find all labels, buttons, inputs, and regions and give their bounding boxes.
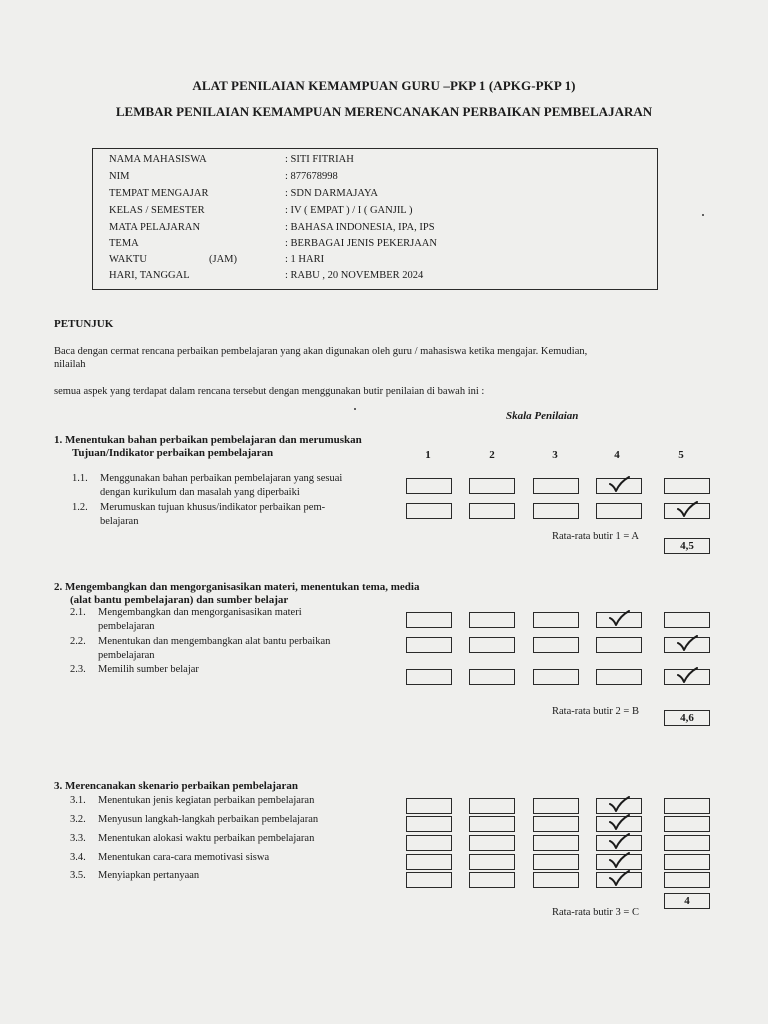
score-box-4[interactable] [596,503,642,519]
score-box-5[interactable] [664,835,710,851]
instructions-line: nilailah [54,359,86,370]
score-box-5[interactable] [664,872,710,888]
criterion-number: 3.1. [70,795,86,806]
criterion-number: 2.2. [70,636,86,647]
criterion-text: Menentukan jenis kegiatan perbaikan pembelajaran [98,795,315,806]
score-box-5[interactable] [664,816,710,832]
scale-column-2: 2 [489,449,495,461]
score-box-2[interactable] [469,816,515,832]
identity-label: HARI, TANGGAL [109,270,190,281]
criterion-number: 2.1. [70,607,86,618]
score-box-2[interactable] [469,503,515,519]
identity-label: TEMPAT MENGAJAR [109,188,209,199]
score-box-1[interactable] [406,478,452,494]
score-box-2[interactable] [469,854,515,870]
criterion-number: 3.5. [70,870,86,881]
score-box-3[interactable] [533,612,579,628]
check-mark-icon [676,667,698,685]
score-box-1[interactable] [406,816,452,832]
score-box-2[interactable] [469,835,515,851]
score-box-5[interactable] [664,637,710,653]
identity-value: : 1 HARI [285,254,325,265]
scale-column-4: 4 [614,449,620,461]
score-box-5[interactable] [664,854,710,870]
score-box-3[interactable] [533,835,579,851]
criterion-number: 3.4. [70,852,86,863]
score-box-2[interactable] [469,798,515,814]
score-box-2[interactable] [469,637,515,653]
identity-label: NAMA MAHASISWA [109,154,207,165]
criterion-text: Mengembangkan dan mengorganisasikan materi pembelajaran [98,607,302,632]
identity-row [109,205,649,222]
identity-value: : BERBAGAI JENIS PEKERJAAN [285,238,437,249]
score-box-3[interactable] [533,637,579,653]
identity-box [92,148,658,290]
score-box-5[interactable] [664,612,710,628]
score-box-2[interactable] [469,478,515,494]
score-box-3[interactable] [533,478,579,494]
criterion-text: Memilih sumber belajar [98,664,199,675]
score-box-3[interactable] [533,669,579,685]
criterion-item [70,635,410,665]
score-box-1[interactable] [406,835,452,851]
score-box-4[interactable] [596,478,642,494]
scan-speck [354,408,356,410]
identity-value: : IV ( EMPAT ) / I ( GANJIL ) [285,205,413,216]
section-title: 3. Merencanakan skenario perbaikan pembelajaran [54,780,298,792]
score-box-2[interactable] [469,612,515,628]
criterion-item [72,472,412,502]
identity-label: MATA PELAJARAN [109,222,201,233]
criterion-item [70,606,410,636]
criterion-item [70,794,410,810]
score-box-4[interactable] [596,816,642,832]
identity-value: : RABU , 20 NOVEMBER 2024 [285,270,424,281]
check-mark-icon [608,796,630,814]
score-box-1[interactable] [406,669,452,685]
check-mark-icon [676,635,698,653]
criterion-text: Menentukan dan mengembangkan alat bantu perbaikan pembelajaran [98,636,331,661]
criterion-item [72,501,412,531]
identity-value: : SDN DARMAJAYA [285,188,378,199]
criterion-item [70,832,410,848]
criterion-number: 1.1. [72,473,88,484]
score-box-1[interactable] [406,854,452,870]
score-box-1[interactable] [406,612,452,628]
identity-sublabel: (JAM) [209,254,237,265]
identity-row [109,238,649,255]
criterion-text: Merumuskan tujuan khusus/indikator perbaikan pem- belajaran [100,502,326,527]
identity-row [109,171,649,188]
score-box-3[interactable] [533,872,579,888]
scale-column-5: 5 [678,449,684,461]
score-box-1[interactable] [406,872,452,888]
average-value-box: 4,6 [664,710,710,726]
average-label: Rata-rata butir 2 = B [552,706,639,717]
identity-value: : SITI FITRIAH [285,154,354,165]
score-box-1[interactable] [406,637,452,653]
identity-label: WAKTU [109,254,147,265]
score-box-4[interactable] [596,854,642,870]
criterion-text: Menentukan cara-cara memotivasi siswa [98,852,270,863]
score-box-4[interactable] [596,798,642,814]
criterion-number: 2.3. [70,664,86,675]
average-value-box: 4 [664,893,710,909]
score-box-3[interactable] [533,798,579,814]
criterion-item [70,813,410,829]
criterion-text: Menentukan alokasi waktu perbaikan pembelajaran [98,833,315,844]
section-title: Tujuan/Indikator perbaikan pembelajaran [72,447,274,459]
scale-column-1: 1 [425,449,431,461]
criterion-text: Menyusun langkah-langkah perbaikan pembelajaran [98,814,319,825]
score-box-1[interactable] [406,503,452,519]
section-title: 2. Mengembangkan dan mengorganisasikan materi, menentukan tema, media [54,581,420,593]
score-box-4[interactable] [596,612,642,628]
criterion-number: 3.2. [70,814,86,825]
score-box-3[interactable] [533,816,579,832]
identity-value: : 877678998 [285,171,338,182]
criterion-text: Menyiapkan pertanyaan [98,870,200,881]
identity-row [109,222,649,239]
criterion-item [70,851,410,867]
average-label: Rata-rata butir 1 = A [552,531,639,542]
scale-column-3: 3 [552,449,558,461]
form-subtitle: LEMBAR PENILAIAN KEMAMPUAN MERENCANAKAN PERBAIKAN PEMBELAJARAN [115,104,653,119]
score-box-4[interactable] [596,872,642,888]
check-mark-icon [608,870,630,888]
criterion-item [70,869,410,885]
check-mark-icon [608,814,630,832]
score-box-5[interactable] [664,669,710,685]
check-mark-icon [676,501,698,519]
average-label: Rata-rata butir 3 = C [552,907,639,918]
score-box-4[interactable] [596,669,642,685]
identity-label: KELAS / SEMESTER [109,205,205,216]
identity-row [109,188,649,205]
check-mark-icon [608,852,630,870]
average-value-box: 4,5 [664,538,710,554]
identity-row [109,154,649,171]
scan-speck [702,214,704,216]
check-mark-icon [608,610,630,628]
identity-row [109,270,649,287]
criterion-item [70,663,410,679]
score-box-5[interactable] [664,798,710,814]
score-box-2[interactable] [469,872,515,888]
section-title: (alat bantu pembelajaran) dan sumber belajar [70,594,289,606]
instructions-heading: PETUNJUK [54,318,114,330]
instructions-line: semua aspek yang terdapat dalam rencana tersebut dengan menggunakan butir penilaian di bawah ini : [54,386,485,397]
section-title: 1. Menentukan bahan perbaikan pembelajaran dan merumuskan [54,434,362,446]
identity-label: NIM [109,171,130,182]
score-box-5[interactable] [664,478,710,494]
check-mark-icon [608,476,630,494]
score-box-4[interactable] [596,637,642,653]
criterion-text: Menggunakan bahan perbaikan pembelajaran yang sesuai dengan kurikulum dan masalah yang diperbaiki [100,473,343,498]
identity-label: TEMA [109,238,139,249]
score-box-3[interactable] [533,854,579,870]
instructions-line: Baca dengan cermat rencana perbaikan pembelajaran yang akan digunakan oleh guru / mahasiswa ketika mengajar. Kemudian, [54,346,588,357]
identity-row [109,254,649,271]
scale-label: Skala Penilaian [506,410,579,422]
score-box-4[interactable] [596,835,642,851]
score-box-5[interactable] [664,503,710,519]
check-mark-icon [608,833,630,851]
criterion-number: 3.3. [70,833,86,844]
score-box-3[interactable] [533,503,579,519]
score-box-1[interactable] [406,798,452,814]
form-title: ALAT PENILAIAN KEMAMPUAN GURU –PKP 1 (APKG-PKP 1) [192,78,576,93]
criterion-number: 1.2. [72,502,88,513]
score-box-2[interactable] [469,669,515,685]
identity-value: : BAHASA INDONESIA, IPA, IPS [285,222,435,233]
